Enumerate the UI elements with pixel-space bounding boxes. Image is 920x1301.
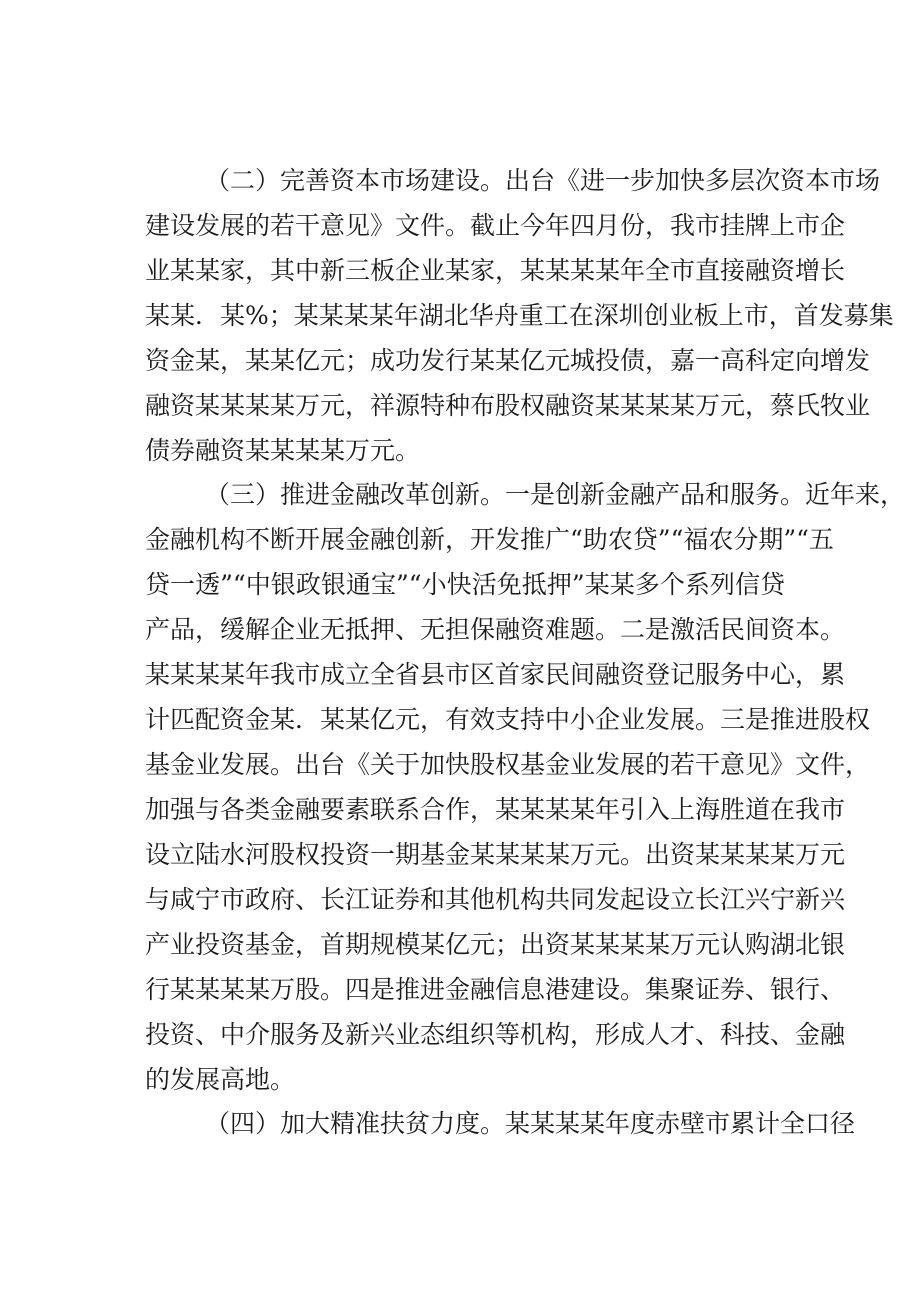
text-line: （三）推进金融改革创新。一是创新金融产品和服务。近年来，: [205, 480, 906, 509]
text-line: 某某某某年我市成立全省县市区首家民间融资登记服务中心，累: [145, 660, 846, 689]
text-line: 产业投资基金，首期规模某亿元；出资某某某某万元认购湖北银: [145, 930, 846, 959]
text-line: 建设发展的若干意见》文件。截止今年四月份，我市挂牌上市企: [145, 211, 846, 240]
text-line: 的发展高地。: [145, 1065, 296, 1094]
text-line: 加强与各类金融要素联系合作，某某某某年引入上海胜道在我市: [145, 795, 846, 824]
text-line: （四）加大精准扶贫力度。某某某某年度赤壁市累计全口径: [205, 1109, 856, 1138]
text-line: 与咸宁市政府、长江证券和其他机构共同发起设立长江兴宁新兴: [145, 885, 846, 914]
text-line: 设立陆水河股权投资一期基金某某某某万元。出资某某某某万元: [145, 840, 846, 869]
text-line: 债券融资某某某某万元。: [145, 436, 421, 465]
text-line: （二）完善资本市场建设。出台《进一步加快多层次资本市场: [205, 166, 881, 195]
text-line: 贷一透”“中银政银通宝”“小快活免抵押”某某多个系列信贷: [145, 570, 785, 599]
text-line: 资金某，某某亿元；成功发行某某亿元城投债，嘉一高科定向增发: [145, 346, 871, 375]
text-line: 计匹配资金某．某某亿元，有效支持中小企业发展。三是推进股权: [145, 705, 871, 734]
text-line: 业某某家，其中新三板企业某家，某某某某年全市直接融资增长: [145, 256, 846, 285]
text-line: 行某某某某万股。四是推进金融信息港建设。集聚证券、银行、: [145, 975, 846, 1004]
text-line: 融资某某某某万元，祥源特种布股权融资某某某某万元，蔡氏牧业: [145, 391, 871, 420]
text-line: 基金业发展。出台《关于加快股权基金业发展的若干意见》文件，: [145, 750, 871, 779]
text-line: 某某．某%；某某某某年湖北华舟重工在深圳创业板上市，首发募集: [145, 301, 894, 330]
text-line: 金融机构不断开展金融创新，开发推广“助农贷”“福农分期”“五: [145, 525, 834, 554]
text-line: 产品，缓解企业无抵押、无担保融资难题。二是激活民间资本。: [145, 615, 846, 644]
text-line: 投资、中介服务及新兴业态组织等机构，形成人才、科技、金融: [145, 1020, 846, 1049]
